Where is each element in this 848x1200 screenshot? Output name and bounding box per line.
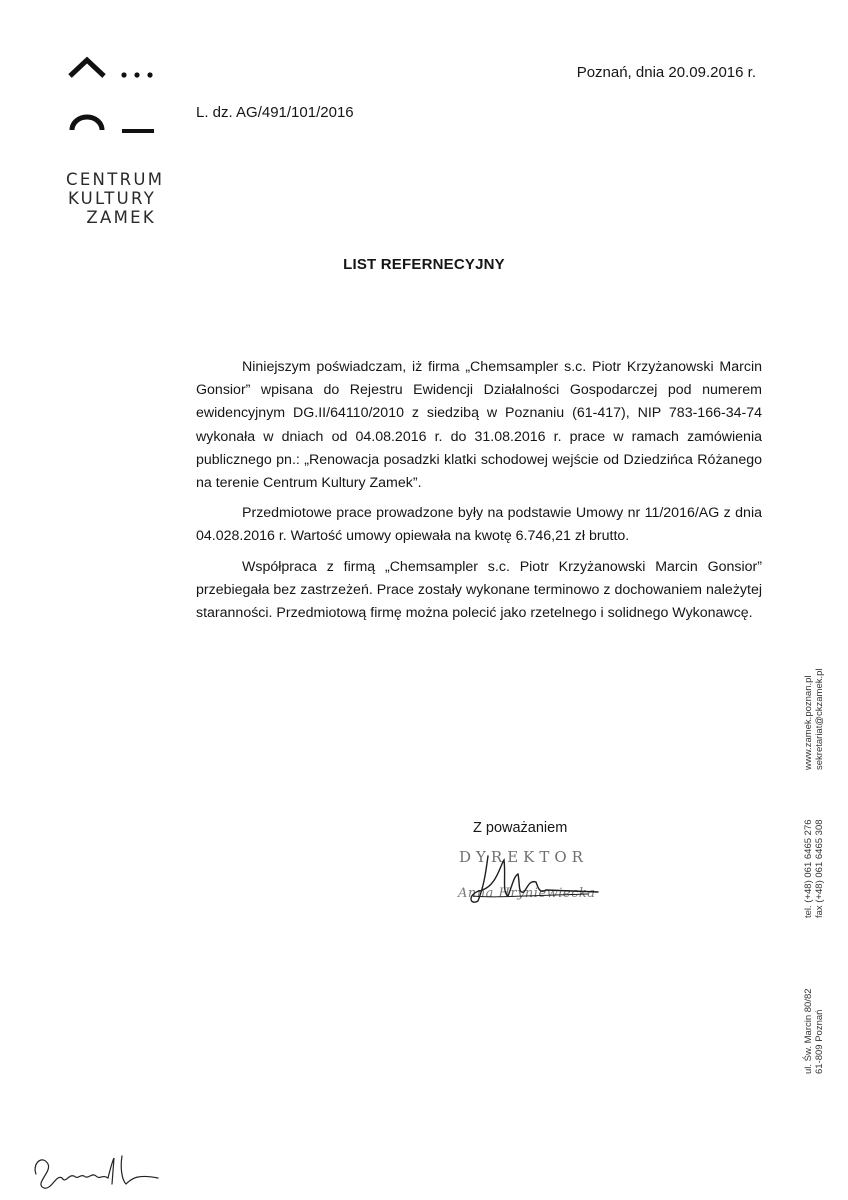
body-paragraph-3: Współpraca z firmą „Chemsampler s.c. Piotr Krzyżanowski Marcin Gonsior” przebiegała bez zastrzeżeń. Prace zostały wykonane terminowo z dochowaniem należytej staranności. Przedmiotową firmę można polecić jako rzetelnego i solidnego Wykonawcę. xyxy=(196,558,762,622)
website-text: www.zamek.poznan.pl xyxy=(803,675,814,770)
contact-address xyxy=(803,988,825,1074)
letter-body xyxy=(196,356,762,632)
contact-phone-fax xyxy=(803,819,825,918)
logo-mark-icon xyxy=(60,52,160,142)
city-text: 61-809 Poznań xyxy=(814,1009,825,1074)
phone-text: tel. (+48) 061 6465 276 xyxy=(803,819,814,918)
fax-text: fax (+48) 061 6465 308 xyxy=(814,819,825,918)
street-text: ul. Św. Marcin 80/82 xyxy=(803,988,814,1074)
body-paragraph-2: Przedmiotowe prace prowadzone były na podstawie Umowy nr 11/2016/AG z dnia 04.028.2016 r. Wartość umowy opiewała na kwotę 6.746,21 zł brutto. xyxy=(196,505,762,545)
handwritten-initials xyxy=(28,1144,168,1194)
document-title: LIST REFERNECYJNY xyxy=(343,256,505,273)
body-paragraph-1: Niniejszym poświadczam, iż firma „Chemsampler s.c. Piotr Krzyżanowski Marcin Gonsior” wpisana do Rejestru Ewidencji Działalności Gospodarczej pod numerem ewidencyjnym DG.II/64110/2010 z siedzibą w Poznaniu (61-417), NIP 783-166-34-74 wykonała w dniach od 04.08.2016 r. do 31.08.2016 r. prace w ramach zamówienia publicznego pn.: „Renowacja posadzki klatki schodowej wejście od Dziedzińca Różanego na terenie Centrum Kultury Zamek”. xyxy=(196,359,762,492)
logo-line-1: CENTRUM xyxy=(66,170,165,189)
director-stamp: DYREKTOR xyxy=(459,848,588,866)
closing-greeting: Z poważaniem xyxy=(473,820,568,836)
logo-line-2: KULTURY xyxy=(68,189,157,208)
handwritten-signature xyxy=(448,846,618,916)
logo-wordmark xyxy=(66,170,165,227)
director-stamp-name: Anna Hryniewiecka xyxy=(458,886,596,901)
reference-number: L. dz. AG/491/101/2016 xyxy=(196,104,354,121)
contact-web-email xyxy=(803,668,825,770)
date-line: Poznań, dnia 20.09.2016 r. xyxy=(576,64,756,81)
email-text: sekretariat@ckzamek.pl xyxy=(814,668,825,770)
logo-line-3: ZAMEK xyxy=(86,208,156,227)
